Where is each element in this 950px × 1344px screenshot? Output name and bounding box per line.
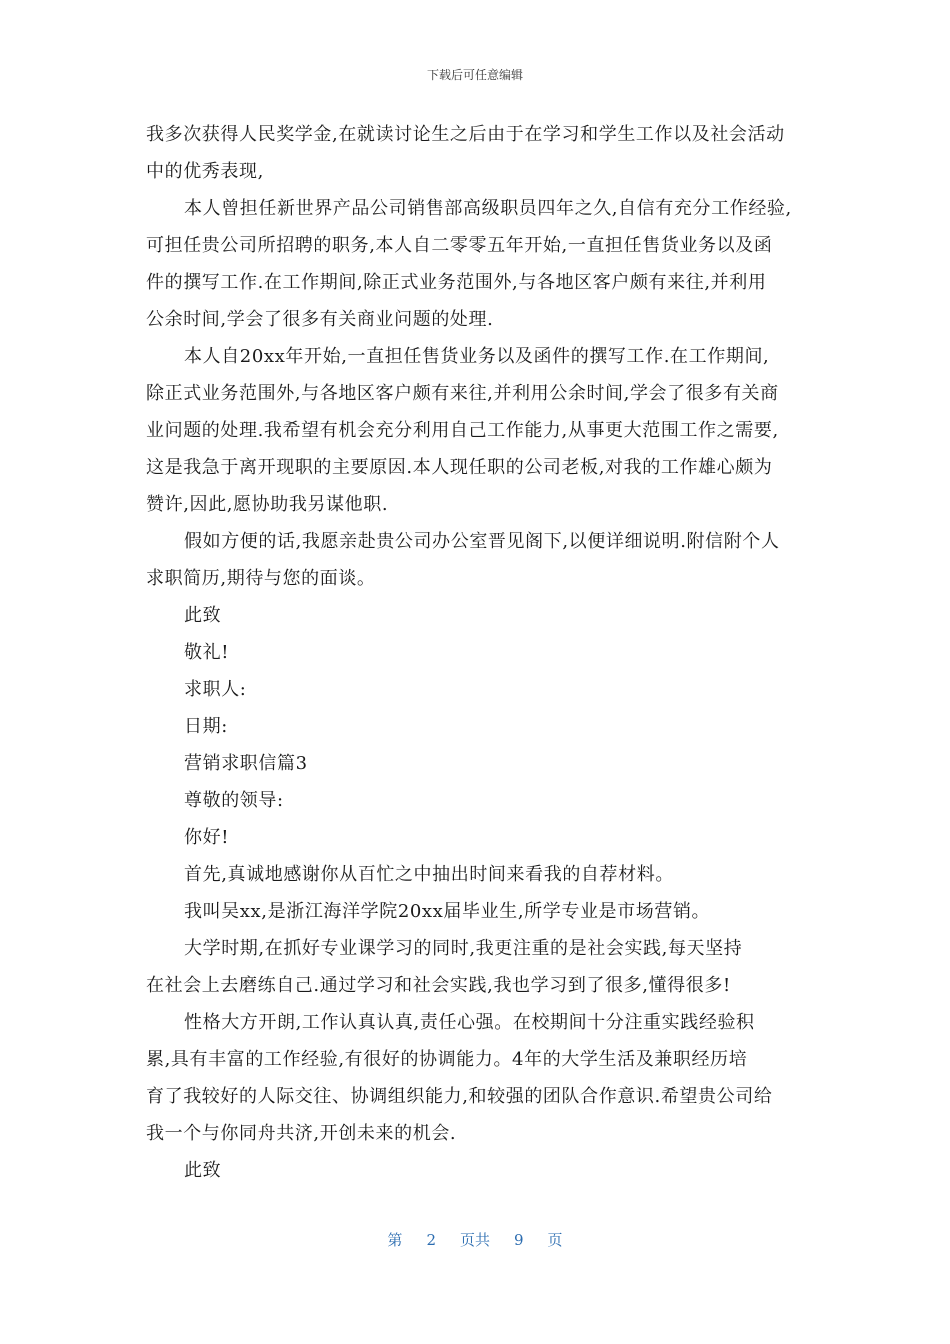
footer-middle: 页共 — [459, 1231, 490, 1249]
text-line: 我多次获得人民奖学金,在就读讨论生之后由于在学习和学生工作以及社会活动 — [146, 124, 785, 145]
text-line: 可担任贵公司所招聘的职务,本人自二零零五年开始,一直担任售货业务以及函 — [146, 235, 773, 256]
closing-salutation: 此致 — [184, 1160, 222, 1181]
closing-regards: 敬礼! — [184, 642, 230, 663]
text-line: 首先,真诚地感谢你从百忙之中抽出时间来看我的自荐材料。 — [184, 864, 674, 885]
greeting-recipient: 尊敬的领导: — [184, 790, 284, 811]
footer-current-page: 2 — [426, 1231, 436, 1249]
footer-total-pages: 9 — [514, 1231, 524, 1249]
closing-salutation: 此致 — [184, 605, 222, 626]
text-line: 性格大方开朗,工作认真认真,责任心强。在校期间十分注重实践经验积 — [184, 1012, 755, 1033]
date-label: 日期: — [184, 716, 228, 737]
footer-prefix: 第 — [387, 1231, 403, 1249]
text-line: 在社会上去磨练自己.通过学习和社会实践,我也学习到了很多,懂得很多! — [146, 975, 731, 996]
text-line: 我一个与你同舟共济,开创未来的机会. — [146, 1123, 457, 1144]
text-line: 本人曾担任新世界产品公司销售部高级职员四年之久,自信有充分工作经验, — [184, 198, 792, 219]
text-line: 业问题的处理.我希望有机会充分利用自己工作能力,从事更大范围工作之需要, — [146, 420, 779, 441]
text-line: 这是我急于离开现职的主要原因.本人现任职的公司老板,对我的工作雄心颇为 — [146, 457, 773, 478]
text-line: 本人自20xx年开始,一直担任售货业务以及函件的撰写工作.在工作期间, — [184, 346, 770, 367]
text-line: 求职简历,期待与您的面谈。 — [146, 568, 376, 589]
page-header: 下载后可任意编辑 — [426, 68, 523, 82]
text-line: 中的优秀表现, — [146, 161, 264, 182]
text-line: 赞许,因此,愿协助我另谋他职. — [146, 494, 389, 515]
footer-suffix: 页 — [547, 1231, 563, 1249]
document-body — [146, 116, 808, 1189]
text-line: 公余时间,学会了很多有关商业问题的处理. — [146, 309, 494, 330]
text-line: 大学时期,在抓好专业课学习的同时,我更注重的是社会实践,每天坚持 — [184, 938, 743, 959]
text-line: 除正式业务范围外,与各地区客户颇有来往,并利用公余时间,学会了很多有关商 — [146, 383, 779, 404]
text-line: 件的撰写工作.在工作期间,除正式业务范围外,与各地区客户颇有来往,并利用 — [146, 272, 767, 293]
text-line: 我叫吴xx,是浙江海洋学院20xx届毕业生,所学专业是市场营销。 — [184, 901, 711, 922]
text-line: 累,具有丰富的工作经验,有很好的协调能力。4年的大学生活及兼职经历培 — [146, 1049, 748, 1070]
text-line: 假如方便的话,我愿亲赴贵公司办公室晋见阁下,以便详细说明.附信附个人 — [184, 531, 780, 552]
text-line: 育了我较好的人际交往、协调组织能力,和较强的团队合作意识.希望贵公司给 — [146, 1086, 773, 1107]
greeting-hello: 你好! — [184, 827, 230, 848]
applicant-label: 求职人: — [184, 679, 247, 700]
section-title: 营销求职信篇3 — [184, 753, 308, 774]
page-footer — [0, 1229, 950, 1250]
